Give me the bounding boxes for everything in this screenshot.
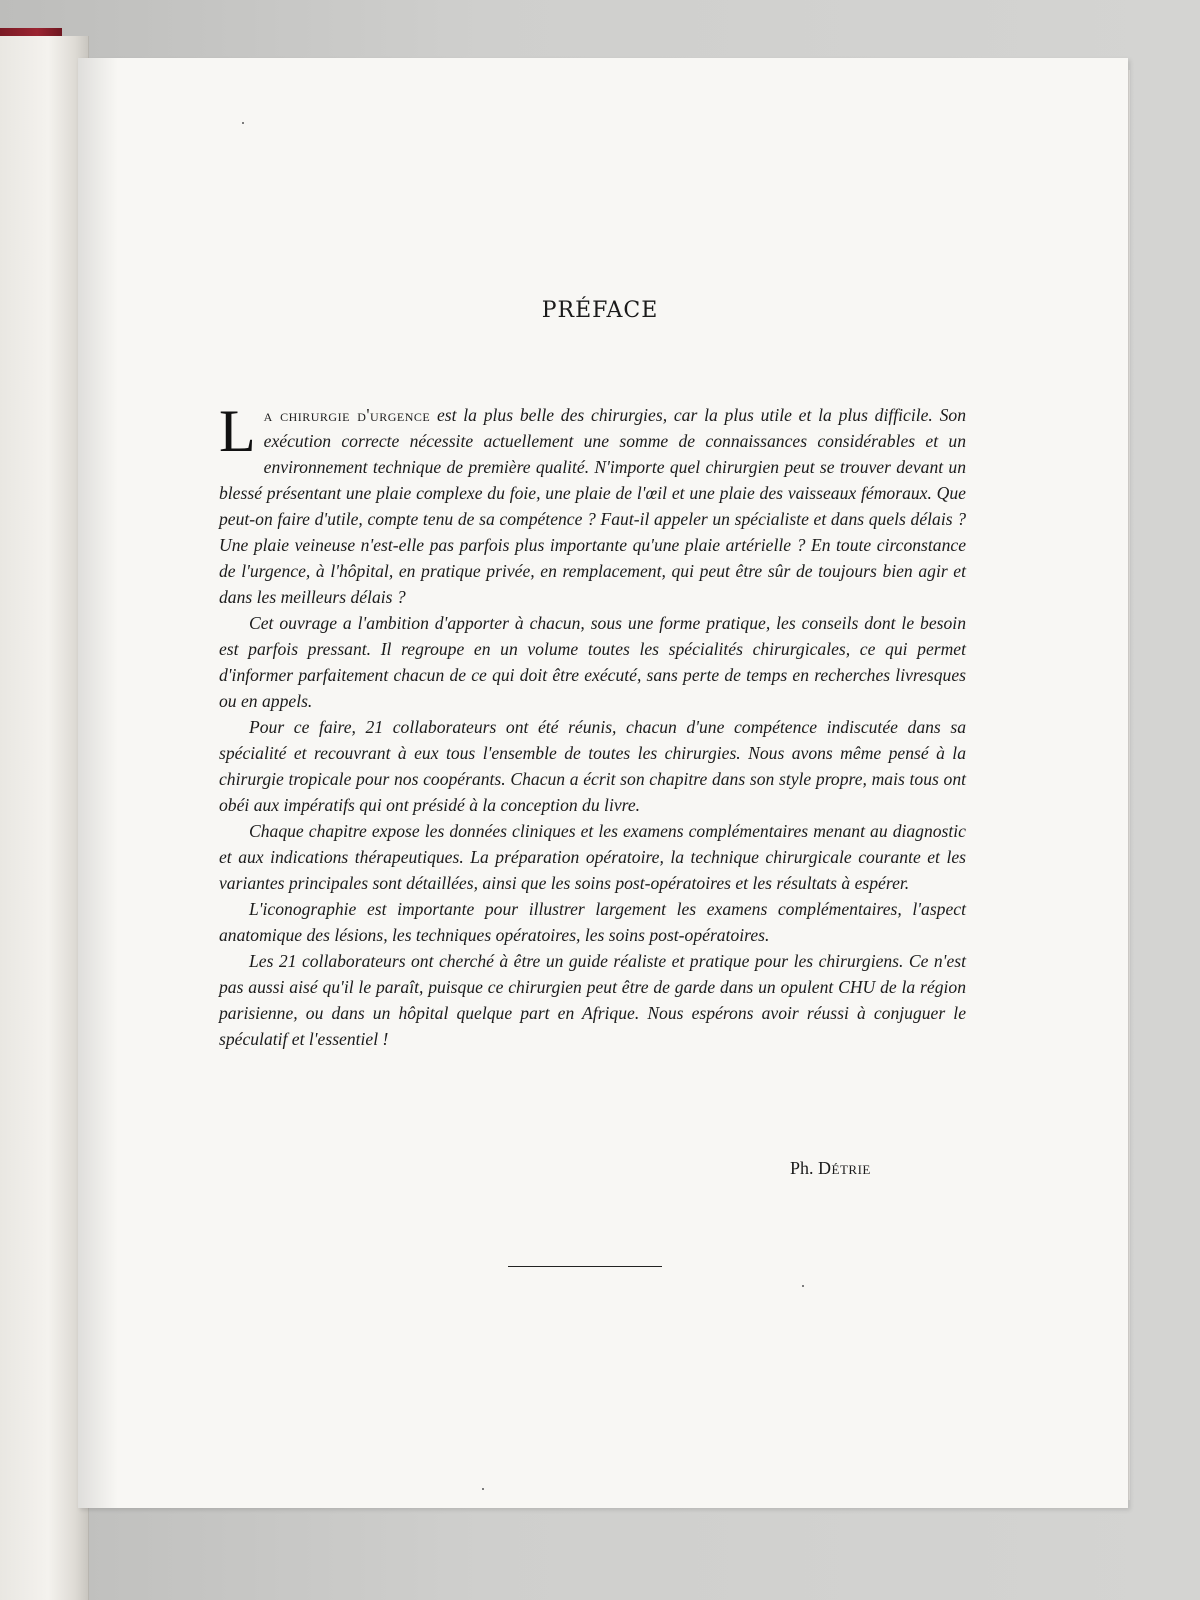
paragraph-6: Les 21 collaborateurs ont cherché à être un guide réaliste et pratique pour les chirurgiens. Ce n'est pas aussi aisé qu'il le paraît, puisque ce chirurgien peut être de garde dans un opulent CHU de la région parisienne, ou dans un hôpital quelque part en Afrique. Nous espérons avoir réussi à conjuguer le spéculatif et l'essentiel ! [219, 951, 966, 1049]
gutter-shadow [78, 58, 118, 1508]
drop-cap: L [219, 398, 256, 464]
left-page-edge [0, 36, 89, 1600]
signature-initials: Ph. [790, 1158, 819, 1178]
paper-speck [482, 1488, 484, 1490]
paragraph-3: Pour ce faire, 21 collaborateurs ont été réunis, chacun d'une compétence indiscutée dans sa spécialité et recouvrant à eux tous l'ensemble de toutes les chirurgies. Nous avons même pensé à la chirurgie tropicale pour nos coopérants. Chacun a écrit son chapitre dans son style propre, mais tous ont obéi aux impératifs qui ont présidé à la conception du livre. [219, 717, 966, 815]
opening-small-caps: a chirurgie d'urgence [263, 405, 431, 425]
paper-speck [242, 122, 244, 124]
signature-name: Détrie [818, 1158, 871, 1178]
closing-rule [508, 1266, 662, 1267]
page-title: PRÉFACE [541, 298, 659, 323]
paragraph-1 [219, 398, 966, 610]
paper-speck [802, 1285, 804, 1287]
paragraph-5: L'iconographie est importante pour illustrer largement les examens complémentaires, l'aspect anatomique des lésions, les techniques opératoires, les soins post-opératoires. [219, 899, 966, 945]
preface-body [219, 398, 966, 1052]
paragraph-1-text: est la plus belle des chirurgies, car la plus utile et la plus difficile. Son exécution correcte nécessite actuellement une somme de connaissances considérables et un environnement technique de première qualité. N'importe quel chirurgien peut se trouver devant un blessé présentant une plaie complexe du foie, une plaie de l'œil et une plaie des vaisseaux fémoraux. Que peut-on faire d'utile, compte tenu de sa compétence ? Faut-il appeler un spécialiste et dans quels délais ? Une plaie veineuse n'est-elle pas parfois plus importante qu'une plaie artérielle ? En toute circonstance de l'urgence, à l'hôpital, en pratique privée, en remplacement, qui peut être sûr de toujours bien agir et dans les meilleurs délais ? [219, 405, 966, 607]
author-signature [790, 1158, 871, 1179]
paragraph-4: Chaque chapitre expose les données cliniques et les examens complémentaires menant au diagnostic et aux indications thérapeutiques. La préparation opératoire, la technique chirurgicale courante et les variantes principales sont détaillées, ainsi que les soins post-opératoires et les résultats à espérer. [219, 821, 966, 893]
paragraph-2: Cet ouvrage a l'ambition d'apporter à chacun, sous une forme pratique, les conseils dont le besoin est parfois pressant. Il regroupe en un volume toutes les spécialités chirurgicales, ce qui permet d'informer parfaitement chacun de ce qui doit être exécuté, sans perte de temps en recherches livresques ou en appels. [219, 613, 966, 711]
